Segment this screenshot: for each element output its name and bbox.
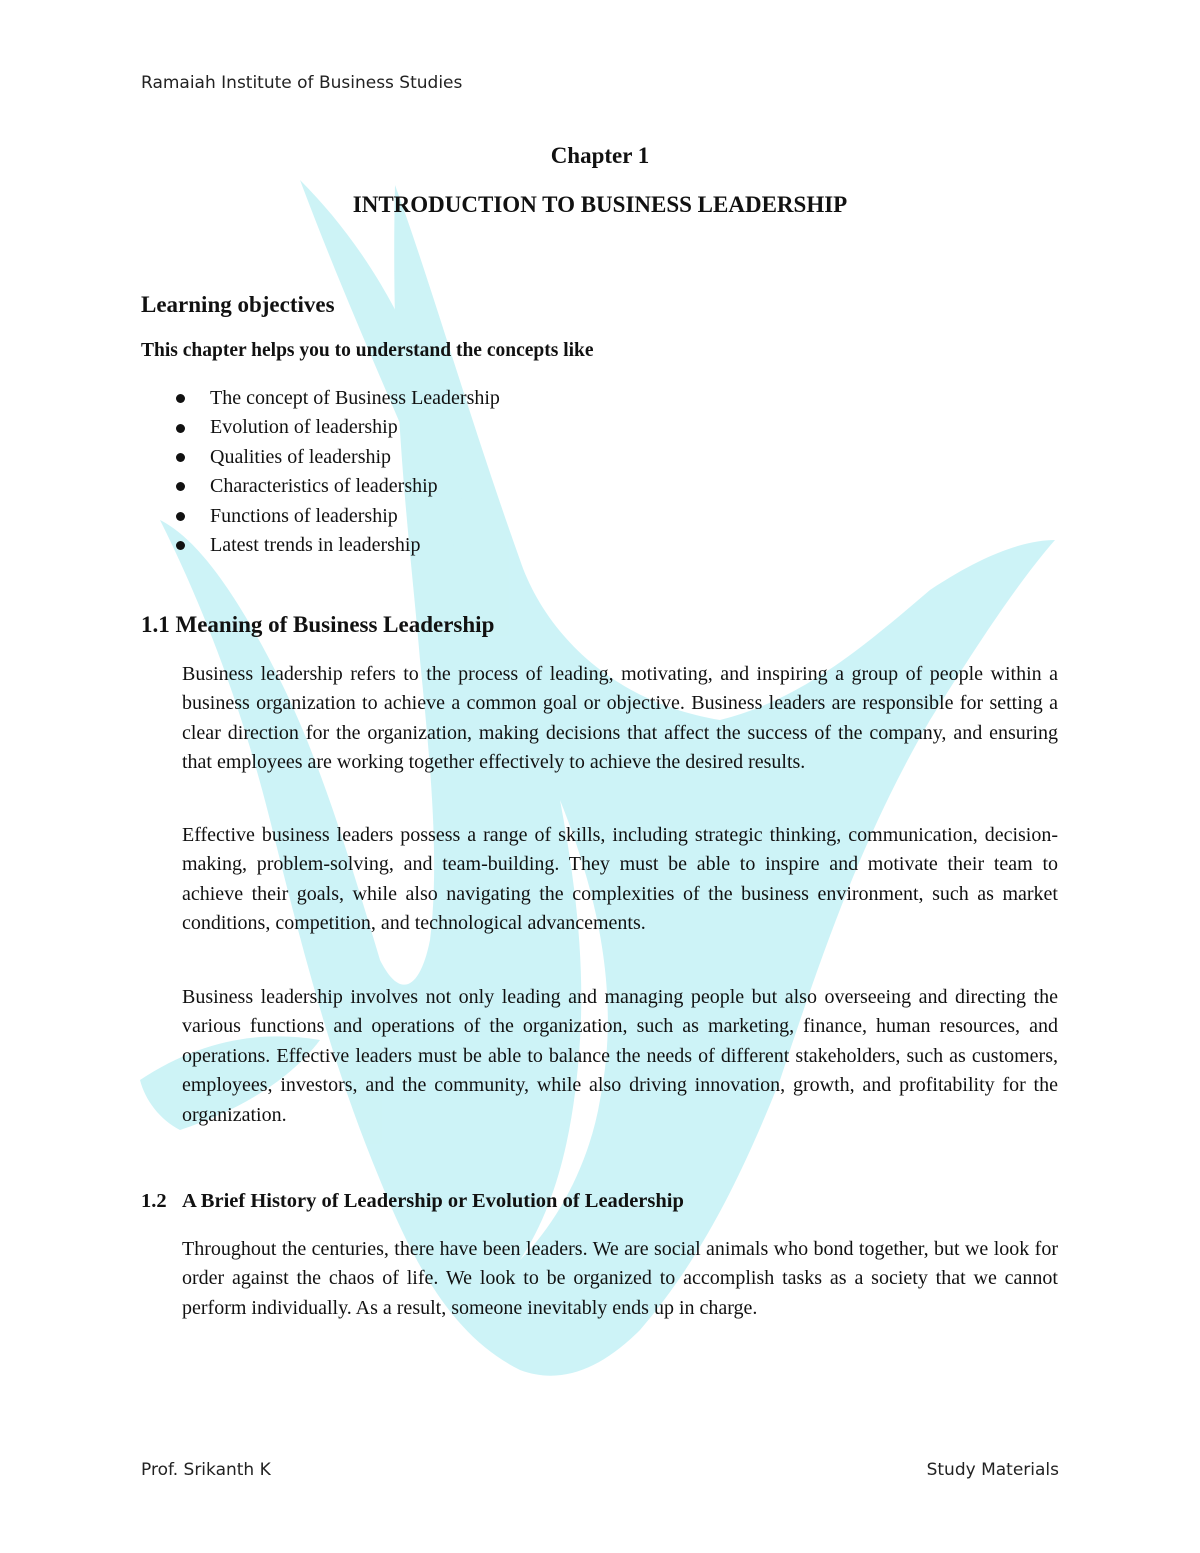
footer-author: Prof. Srikanth K [141,1460,271,1480]
section-2-paragraph-1: Throughout the centuries, there have been leaders. We are social animals who bond together, but we look for order against the chaos of life. We look to be organized to accomplish tasks as a society that we cannot perform individually. As a result, someone inevitably ends up in charge. [182,1238,1058,1319]
bullet-icon [176,394,185,403]
learning-objectives-intro: This chapter helps you to understand the concepts like [141,340,594,361]
objective-text: The concept of Business Leadership [210,387,500,409]
chapter-title: INTRODUCTION TO BUSINESS LEADERSHIP [352,192,848,217]
running-header: Ramaiah Institute of Business Studies [141,73,463,93]
objective-text: Characteristics of leadership [210,475,438,498]
section-1-paragraph-2: Effective business leaders possess a range of skills, including strategic thinking, communication, decision-making, problem-solving, and team-building. They must be able to inspire and motivate their team to achieve their goals, while also navigating the complexities of the business environment, such as market conditions, competition, and technological advancements. [182,824,1058,935]
chapter-number: Chapter 1 [550,143,650,168]
bullet-icon [176,541,185,550]
footer-label: Study Materials [926,1460,1059,1480]
list-item [168,384,500,413]
objective-text: Functions of leadership [210,504,398,527]
bullet-icon [176,453,185,462]
list-item [168,502,500,531]
section-1-paragraph-1: Business leadership refers to the process of leading, motivating, and inspiring a group of people within a business organization to achieve a common goal or objective. Business leaders are responsible for setting a clear direction for the organization, making decisions that affect the success of the company, and ensuring that employees are working together effectively to achieve the desired results. [182,663,1058,774]
objective-text: Evolution of leadership [210,416,398,439]
learning-objectives-heading: Learning objectives [141,292,335,317]
objective-text: Latest trends in leadership [210,533,421,556]
list-item [168,413,500,442]
section-1-paragraph-3: Business leadership involves not only leading and managing people but also overseeing and directing the various functions and operations of the organization, such as marketing, finance, human resources, and operations. Effective leaders must be able to balance the needs of different stakeholders, such as customers, employees, investors, and the community, while also driving innovation, growth, and profitability for the organization. [182,986,1058,1126]
section-2-heading [141,1190,684,1213]
section-1-heading: 1.1 Meaning of Business Leadership [141,612,495,637]
bullet-icon [176,512,185,521]
list-item [168,443,500,472]
bullet-icon [176,424,185,433]
objective-text: Qualities of leadership [210,445,392,468]
section-2-number: 1.2 [141,1190,167,1212]
bullet-icon [176,482,185,491]
list-item [168,472,500,501]
section-2-title: A Brief History of Leadership or Evolution of Leadership [182,1190,684,1212]
objectives-list [168,384,500,560]
list-item [168,531,500,560]
